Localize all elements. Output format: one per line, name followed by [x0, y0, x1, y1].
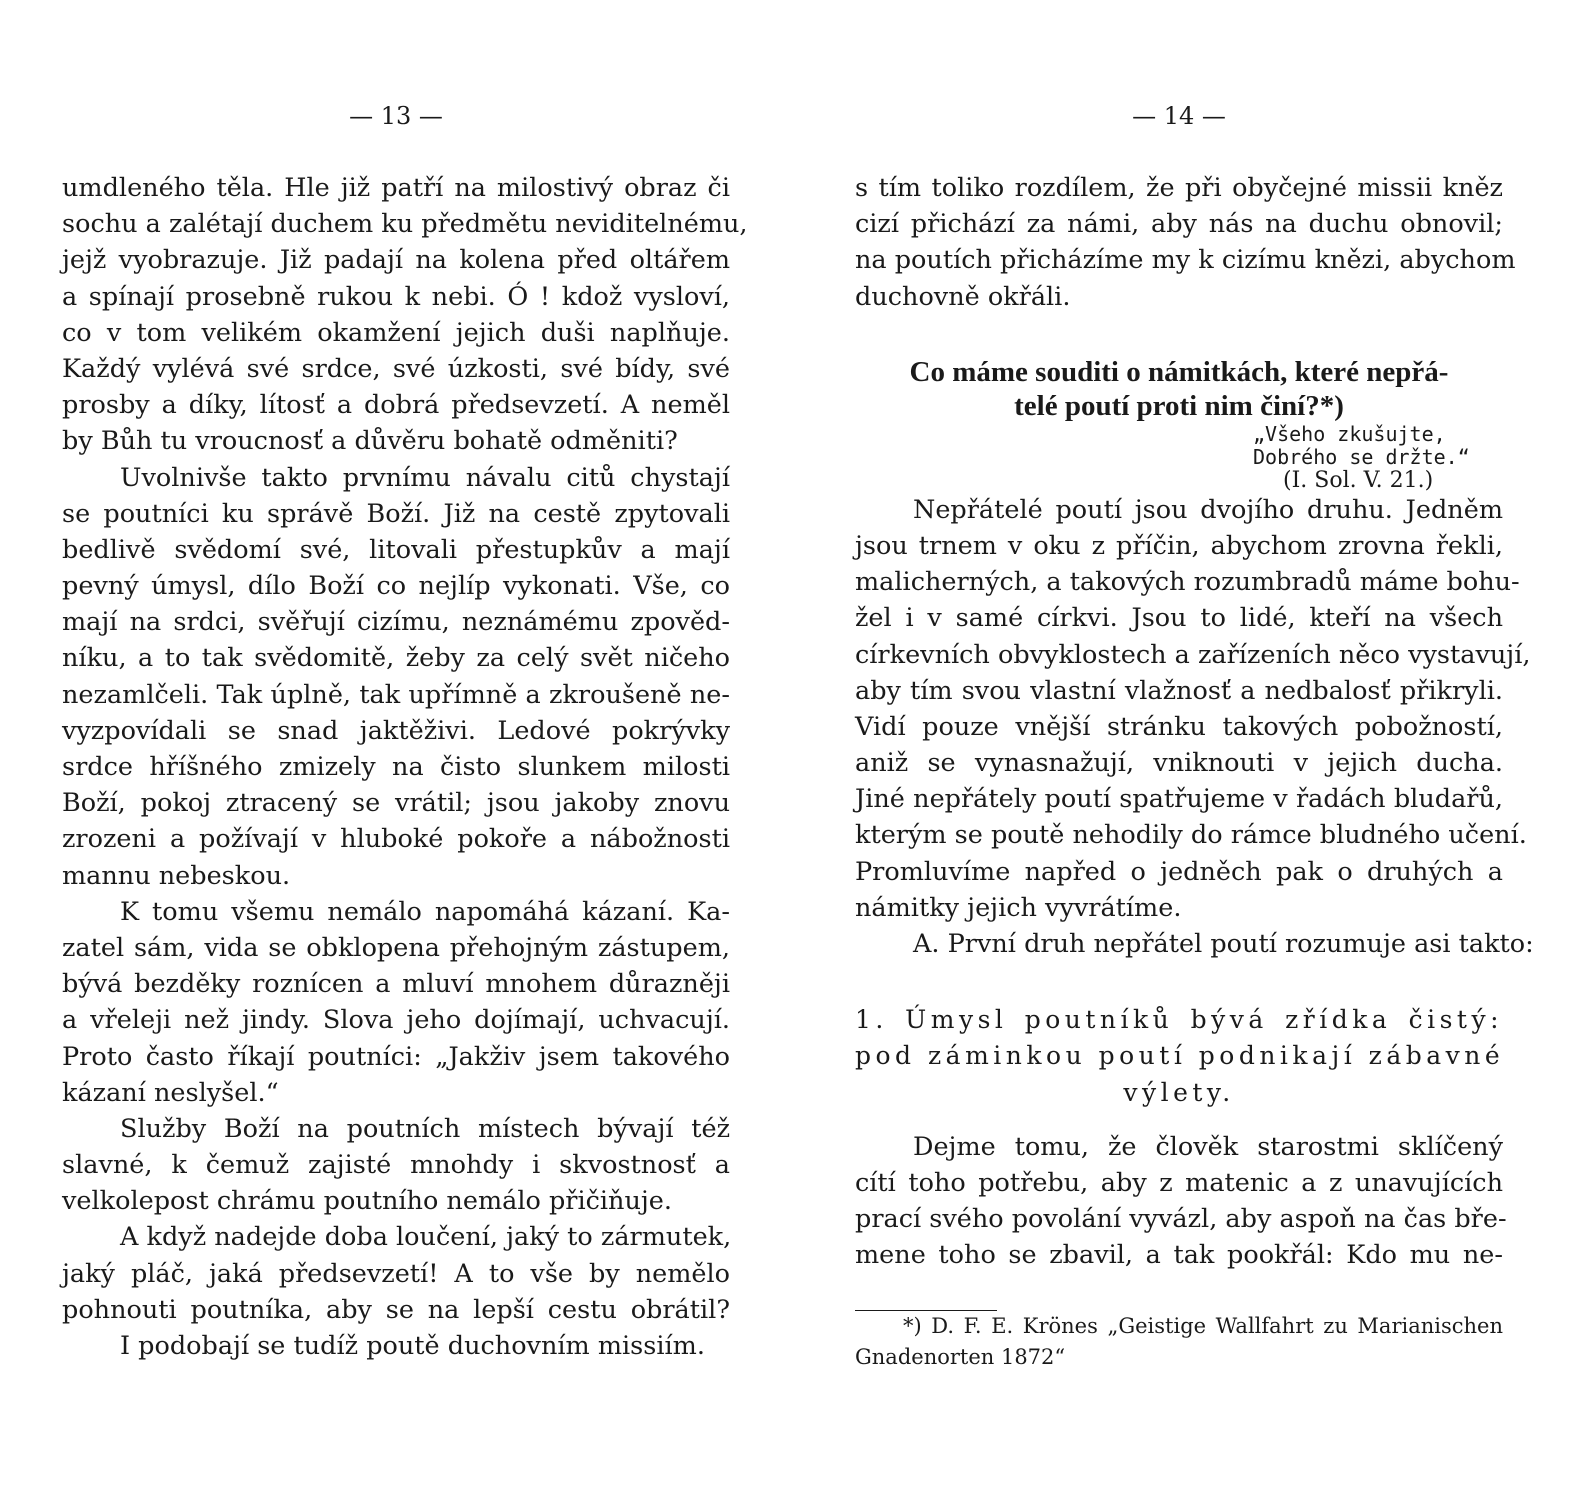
text-line: jaký pláč, jaká předsevzetí! A to vše by nemělo: [62, 1258, 730, 1289]
text-line: umdleného těla. Hle již patří na milostivý obraz či: [62, 173, 730, 203]
text-line: pevný úmysl, dílo Boží co nejlíp vykonati. Vše, co: [62, 571, 730, 602]
text-line: mannu nebeskou.: [62, 860, 291, 891]
text-line: duchovně okřáli.: [855, 281, 1071, 312]
subheading: [855, 1002, 1503, 1111]
text-line: cítí toho potřebu, aby z matenic a z unavujících: [855, 1167, 1503, 1198]
text-line: malicherných, a takových rozumbradů máme bohu-: [855, 567, 1520, 598]
text-line: na poutích přicházíme my k cizímu knězi, abychom: [855, 245, 1516, 276]
text-line: I podobají se tudíž poutě duchovním missiím.: [120, 1331, 705, 1361]
text-line: Služby Boží na poutních místech bývají též: [120, 1113, 730, 1144]
text-line: A. První druh nepřátel poutí rozumuje asi takto:: [913, 929, 1534, 959]
footnote-line: Gnadenorten 1872“: [855, 1344, 1066, 1369]
text-line: aby tím svou vlastní vlažnosť a nedbalosť přikryli.: [855, 675, 1503, 706]
footnote-line: *) D. F. E. Krönes „Geistige Wallfahrt zu Marianischen: [903, 1313, 1503, 1338]
text-line: a spínají prosebně rukou k nebi. Ó ! kdož vysloví,: [62, 281, 730, 312]
heading-line: Co máme souditi o námitkách, které nepřá-: [909, 355, 1449, 388]
right-page-text: [855, 170, 1534, 1373]
subheading-line: 1. Úmysl poutníků bývá zřídka čistý:: [855, 1005, 1503, 1035]
motto-line: „Všeho zkušujte,: [1253, 421, 1446, 446]
text-line: slavné, k čemuž zajisté mnohdy i skvostnosť a: [62, 1150, 730, 1181]
text-line: bývá bezděky roznícen a mluví mnohem důrazněji: [62, 969, 730, 1000]
text-line: s tím toliko rozdílem, že při obyčejné missii kněz: [855, 173, 1503, 203]
heading-line: telé poutí proti nim činí?*): [1014, 389, 1344, 422]
text-line: jsou trnem v oku z příčin, abychom zrovna řekli,: [855, 530, 1503, 561]
text-line: Jiné nepřátely poutí spatřujeme v řadách bludařů,: [855, 784, 1503, 815]
text-line: prací svého povolání vyvázl, aby aspoň na čas bře-: [855, 1204, 1507, 1235]
text-line: žel i v samé církvi. Jsou to lidé, kteří na všech: [855, 603, 1503, 634]
text-line: Uvolnivše takto prvnímu návalu citů chystají: [120, 462, 730, 493]
text-line: Proto často říkají poutníci: „Jakživ jsem takového: [62, 1041, 730, 1072]
text-line: jejž vyobrazuje. Již padají na kolena před oltářem: [62, 245, 730, 276]
text-line: velkolepost chrámu poutního nemálo přičiňuje.: [62, 1186, 672, 1217]
text-line: co v tom velikém okamžení jejich duši naplňuje.: [62, 317, 730, 348]
page-number: — 13 —: [349, 102, 443, 130]
text-line: prosby a díky, lítosť a dobrá předsevzetí. A neměl: [62, 390, 730, 421]
text-line: církevních obvyklostech a zařízeních něco vystavují,: [855, 639, 1531, 670]
motto-line: Dobrého se držte.“: [1253, 444, 1470, 469]
text-line: sochu a zalétají duchem ku předmětu neviditelnému,: [62, 209, 748, 240]
text-line: níku, a to tak svědomitě, žeby za celý svět ničeho: [62, 643, 730, 674]
text-line: by Bůh tu vroucnosť a důvěru bohatě odměniti?: [62, 426, 678, 457]
section-heading: [855, 355, 1503, 423]
footnote: [855, 1311, 1503, 1373]
subheading-line: výlety.: [1123, 1077, 1235, 1107]
text-line: A když nadejde doba loučení, jaký to zármutek,: [120, 1222, 732, 1253]
text-line: mají na srdci, svěřují cizímu, neznámému zpověd-: [62, 607, 730, 638]
text-line: a vřeleji než jindy. Slova jeho dojímají, uchvacují.: [62, 1005, 730, 1036]
text-line: cizí přichází za námi, aby nás na duchu obnovil;: [855, 209, 1503, 240]
text-line: nezamlčeli. Tak úplně, tak upřímně a zkroušeně ne-: [62, 679, 730, 710]
text-line: vyzpovídali se snad jaktěživi. Ledové pokrývky: [62, 715, 730, 746]
text-line: kázaní neslyšel.“: [62, 1077, 279, 1108]
text-line: Každý vylévá své srdce, své úzkosti, své bídy, své: [62, 353, 730, 384]
motto-reference: (I. Sol. V. 21.): [1283, 467, 1434, 493]
left-page-text: [62, 170, 748, 1364]
text-line: zrozeni a požívají v hluboké pokoře a nábožnosti: [62, 824, 730, 855]
text-line: Dejme tomu, že člověk starostmi sklíčený: [913, 1131, 1503, 1162]
text-line: Boží, pokoj ztracený se vrátil; jsou jakoby znovu: [62, 788, 730, 819]
text-line: aniž se vynasnažují, vniknouti v jejich ducha.: [855, 748, 1503, 779]
text-line: bedlivě svědomí své, litovali přestupkův a mají: [62, 534, 730, 565]
text-line: pohnouti poutníka, aby se na lepší cestu obrátil?: [62, 1294, 730, 1325]
text-line: se poutníci ku správě Boží. Již na cestě zpytovali: [62, 498, 730, 529]
text-line: kterým se poutě nehodily do rámce bludného učení.: [855, 820, 1527, 851]
text-line: Nepřátelé poutí jsou dvojího druhu. Jedněm: [913, 494, 1503, 525]
text-line: zatel sám, vida se obklopena přehojným zástupem,: [62, 932, 730, 963]
text-line: mene toho se zbavil, a tak pookřál: Kdo mu ne-: [855, 1240, 1503, 1271]
text-line: námitky jejich vyvrátíme.: [855, 892, 1182, 923]
motto-quote: [1253, 423, 1503, 492]
text-line: Promluvíme napřed o jedněch pak o druhých a: [855, 856, 1503, 887]
text-line: K tomu všemu nemálo napomáhá kázaní. Ka-: [120, 896, 730, 927]
subheading-line: pod záminkou poutí podnikají zábavné: [855, 1041, 1505, 1071]
text-line: Vidí pouze vnější stránku takových pobožností,: [855, 711, 1503, 742]
text-line: srdce hříšného zmizely na čisto slunkem milosti: [62, 752, 730, 782]
page-number: — 14 —: [1132, 102, 1226, 130]
